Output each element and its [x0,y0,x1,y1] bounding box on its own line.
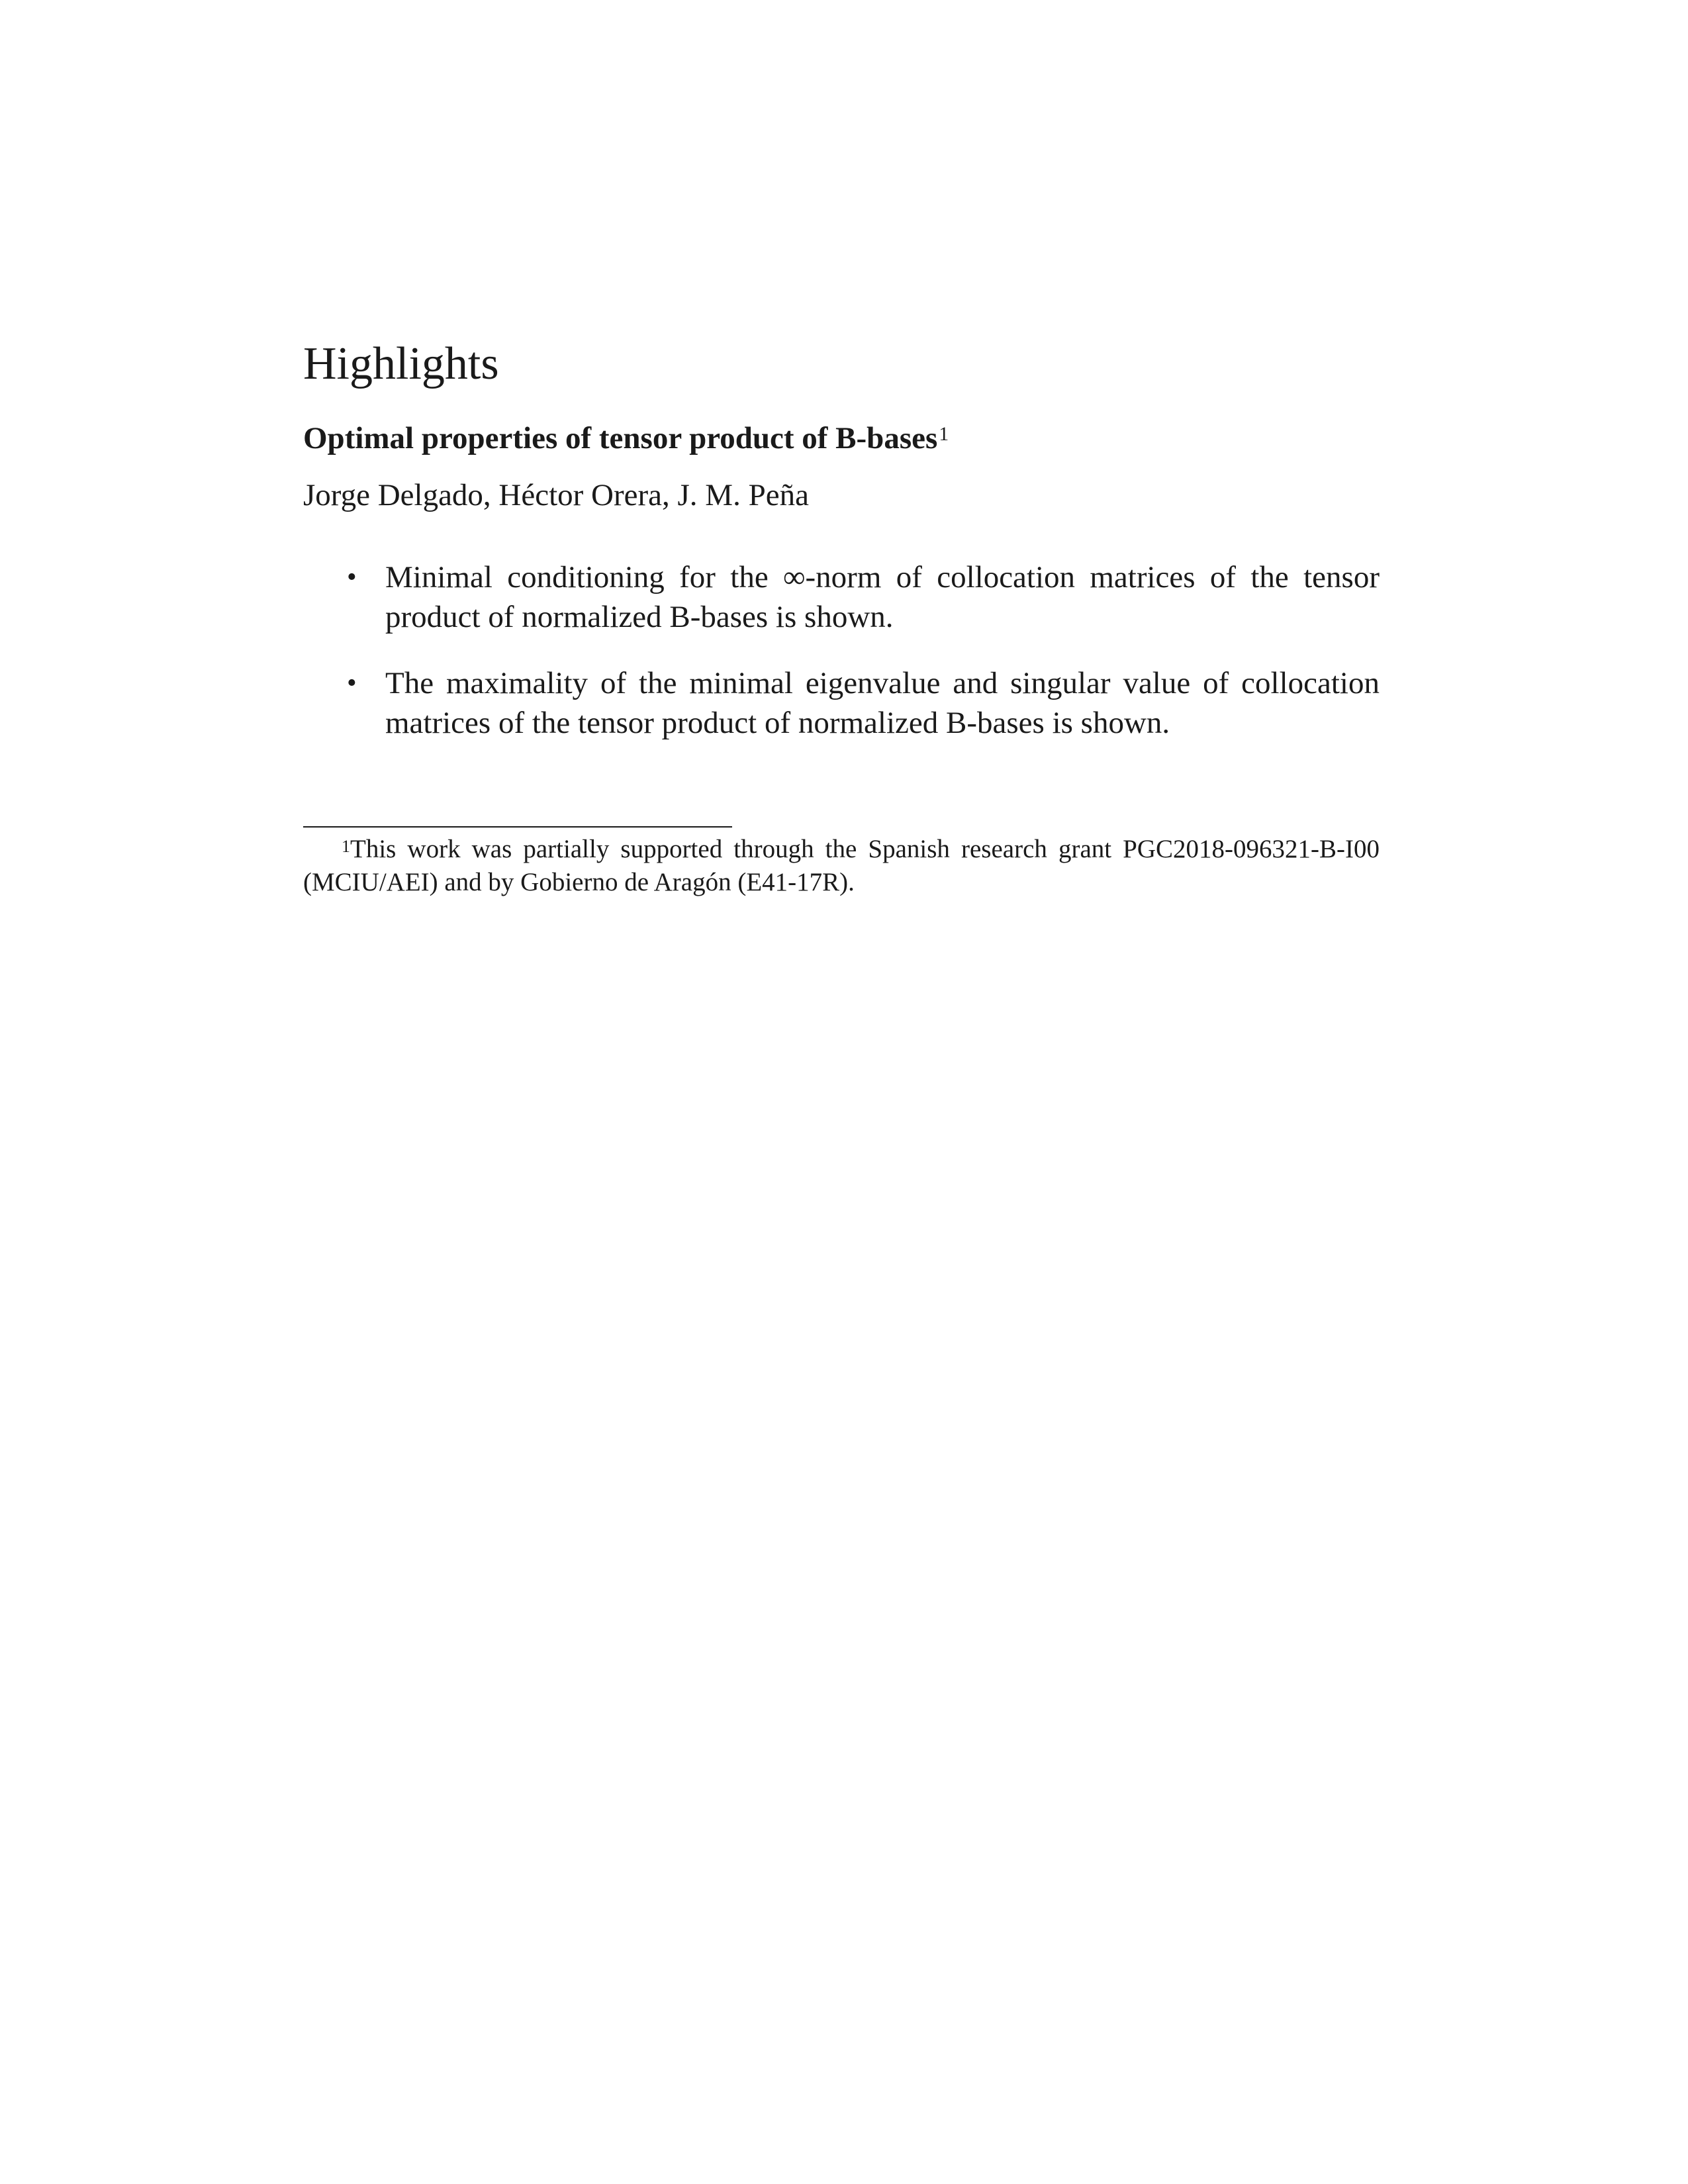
bullet-icon: • [347,562,357,593]
paper-title [303,418,949,458]
paper-title-text: Optimal properties of tensor product of B-bases [303,421,938,455]
highlight-text: The maximality of the minimal eigenvalue and singular value of collocation matrices of the tensor product of normalized B-bases is shown. [385,666,1380,740]
footnote-mark: 1 [342,837,350,856]
footnote-text: This work was partially supported through the Spanish research grant PGC2018-096321-B-I00 (MCIU/AEI) and by Gobierno de Aragón (E41-17R). [303,835,1380,896]
highlights-list [344,557,1380,769]
highlight-item [344,557,1380,637]
funding-footnote [303,833,1380,899]
author-list: Jorge Delgado, Héctor Orera, J. M. Peña [303,478,809,512]
page-heading: Highlights [303,338,499,389]
footnote-divider [303,826,732,828]
title-footnote-mark[interactable]: 1 [939,423,949,445]
bullet-icon: • [347,668,357,698]
highlight-item [344,663,1380,743]
highlight-text: Minimal conditioning for the ∞-norm of collocation matrices of the tensor product of normalized B-bases is shown. [385,560,1380,634]
